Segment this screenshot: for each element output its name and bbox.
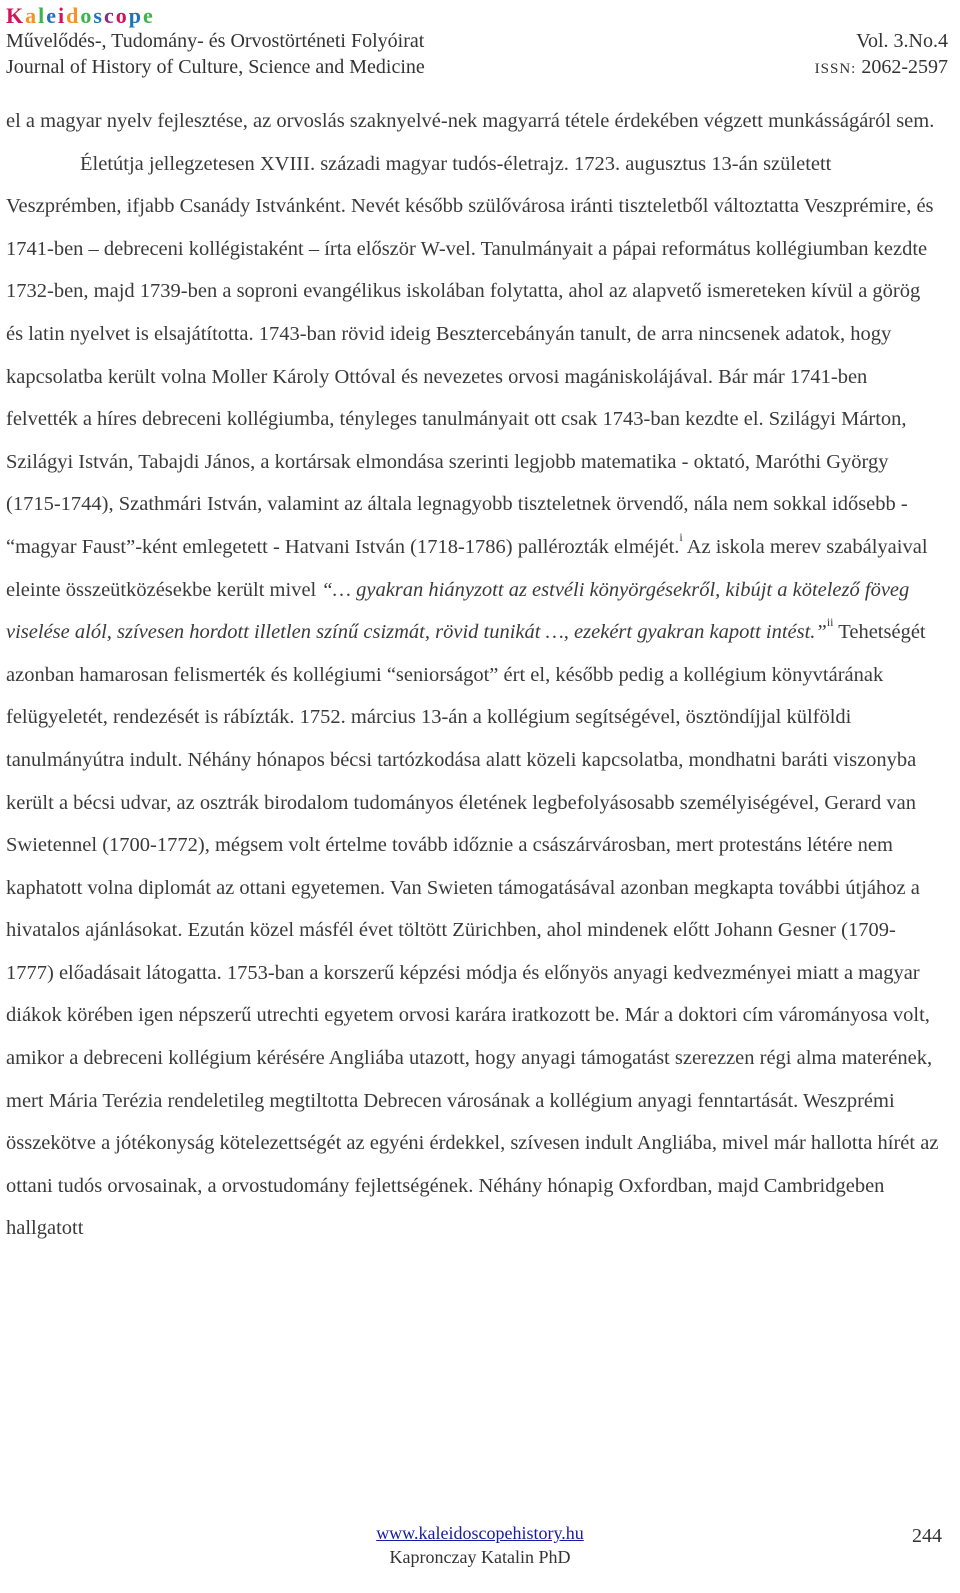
logo-letter: K (6, 3, 26, 28)
endnote-reference-2: ii (826, 615, 834, 630)
page-number: 244 (912, 1525, 942, 1547)
logo-letter: e (46, 3, 59, 28)
paragraph-biography (6, 143, 940, 1250)
logo-letter: e (142, 3, 155, 28)
logo-letter: d (66, 3, 81, 28)
logo-letter: c (103, 3, 116, 28)
journal-subtitle-english: Journal of History of Culture, Science and Medicine (6, 56, 425, 78)
journal-subtitle-hungarian: Művelődés-, Tudomány- és Orvostörténeti Folyóirat (6, 30, 425, 52)
journal-header (6, 4, 954, 80)
page-footer (0, 1518, 960, 1593)
author-name: Kapronczay Katalin PhD (389, 1547, 571, 1567)
paragraph-text: Életútja jellegzetesen XVIII. századi magyar tudós-életrajz. 1723. augusztus 13-án született Veszprémben, ifjabb Csanády Istvánként. Nevét később szülővárosa iránti tiszteletből változtatta Veszprémire, és 1741-ben – debreceni kollégistaként – írta először W-vel. Tanulmányait a pápai református kollégiumban kezdte 1732-ben, majd 1739-ben a soproni evangélikus iskolában folytatta, ahol az alapvető ismereteken kívül a görög és latin nyelvet is elsajátította. 1743-ban rövid ideig Besztercebányán tanult, de arra nincsenek adatok, hogy kapcsolatba került volna Moller Károly Ottóval és nevezetes orvosi magániskolájával. Bár már 1741-ben felvették a híres debreceni kollégiumba, tényleges tanulmányait ott csak 1743-ban kezdte el. Szilágyi Márton, Szilágyi István, Tabajdi János, a kortársak elmondása szerinti legjobb matematika - oktató, Maróthi György (1715-1744), Szathmári István, valamint az általa legnagyobb tiszteletnek örvendő, nála nem sokkal idősebb - “magyar Faust”-ként emlegetett - Hatvani István (1718-1786) pallérozták elméjét. (6, 152, 934, 558)
paragraph-text: Tehetségét azonban hamarosan felismerték és kollégiumi “seniorságot” ért el, később pedig a kollégium könyvtárának felügyeletét, rendezését is rábízták. 1752. március 13-án a kollégium segítségével, ösztöndíjjal külföldi tanulmányútra indult. Néhány hónapos bécsi tartózkodása alatt közeli kapcsolatba, mondhatni baráti viszonyba került a bécsi udvar, az osztrák birodalom tudományos életének legbefolyásosabb személyiségével, Gerard van Swietennel (1700-1772), mégsem volt értelme tovább időznie a császárvárosban, mert protestáns létére nem kaphatott volna diplomát az ottani egyetemen. Van Swieten támogatásával azonban megkapta további útjához a hivatalos ajánlásokat. Ezután közel másfél évet töltött Zürichben, ahol mindenek előtt Johann Gesner (1709-1777) előadásait látogatta. 1753-ban a korszerű képzési módja és előnyös anyagi kedvezményei miatt a magyar diákok körében igen népszerű utrechti egyetem orvosi karára iratkozott be. Már a doktori cím várományosa volt, amikor a debreceni kollégium kérésére Angliába utazott, hogy anyagi támogatást szerezzen régi alma materének, mert Mária Terézia rendeletileg megtiltotta Debrecen városának a kollégium anyagi fenntartását. Weszprémi összekötve a jótékonyság kötelezettségét az egyéni érdekkel, szívesen indult Angliába, mivel már hallotta hírét az ottani tudós orvosainak, a orvostudomány fejlettségének. Néhány hónapig Oxfordban, majd Cambridgeben hallgatott (6, 621, 939, 1240)
paragraph-text: Az iskola merev szabályaival eleinte összeütközésekbe került mivel (6, 535, 928, 601)
article-body (6, 100, 940, 1250)
volume-number: Vol. 3.No.4 (856, 30, 948, 52)
logo-letter: p (128, 3, 143, 28)
endnote-reference-1: i (679, 530, 683, 545)
logo-letter: l (38, 3, 47, 28)
logo-letter: a (25, 3, 39, 28)
issn-value: 2062-2597 (861, 56, 948, 78)
issn (815, 54, 948, 82)
logo-letter: o (80, 3, 94, 28)
website-link[interactable]: www.kaleidoscopehistory.hu (376, 1523, 584, 1543)
issn-label: ISSN: (814, 61, 857, 77)
logo-letter: i (58, 3, 67, 28)
logo-letter: s (93, 3, 104, 28)
quotation: “… gyakran hiányzott az estvéli könyörgésekről, kibújt a kötelező föveg viselése alól, szívesen hordott illetlen színű csizmát, rövid tunikát …, ezekért gyakran kapott intést.” (6, 578, 910, 644)
paragraph-continuation: el a magyar nyelv fejlesztése, az orvoslás szaknyelvé-nek magyarrá tétele érdekében végzett munkásságáról sem. (6, 110, 935, 132)
logo-letter: o (115, 3, 129, 28)
journal-logo (6, 4, 155, 28)
